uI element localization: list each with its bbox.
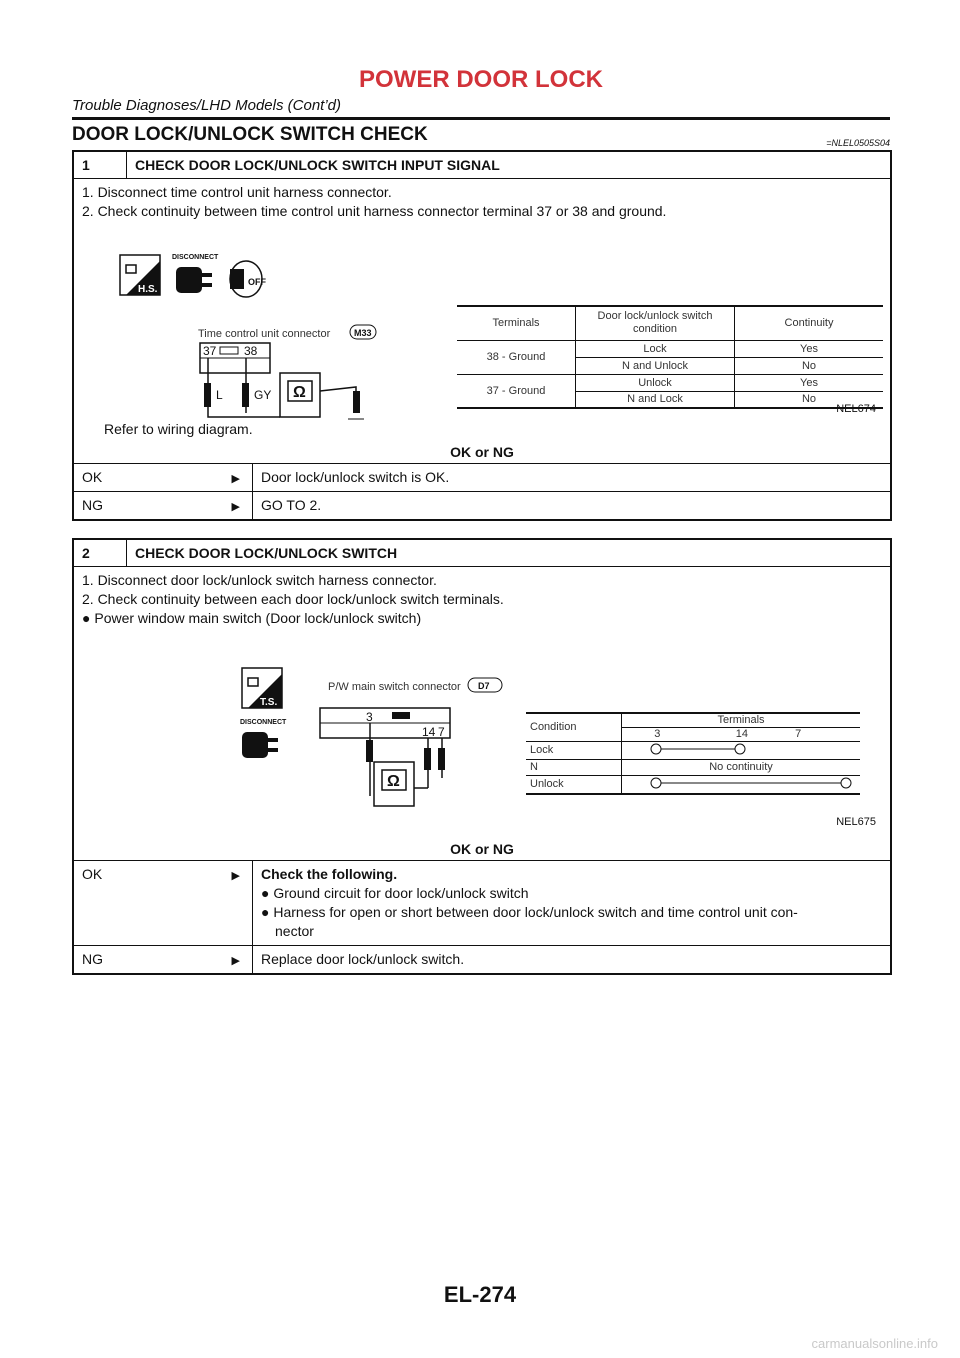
pin-38: 38 [244,344,258,358]
table2-header-terminals: Terminals [622,713,861,727]
step-2-line-2: 2. Check continuity between each door lock/unlock switch terminals. [82,591,504,607]
table1-condition: N and Unlock [576,357,735,374]
ohm-symbol: Ω [387,773,400,790]
continuity-line-unlock [626,776,856,790]
table1-row [457,340,883,357]
result-action-ng: GO TO 2. [252,492,890,519]
table1-terminal-37: 37 - Ground [486,384,546,397]
wiring-diagram-note: Refer to wiring diagram. [104,421,253,437]
result-action-ng: Replace door lock/unlock switch. [252,946,890,973]
table2-col-14: 14 [735,728,748,740]
result-label-ok: OK [82,469,103,485]
table2-header-condition: Condition [526,713,622,741]
step-1-title: CHECK DOOR LOCK/UNLOCK SWITCH INPUT SIGNAL [135,157,500,173]
step-1-result-ng [74,491,890,519]
bullet-icon: ● [82,610,91,626]
table2-row-label: N [530,761,538,773]
step-1-header [74,152,890,179]
check-item: ● Ground circuit for door lock/unlock switch [261,885,529,901]
disconnect-icon [172,254,219,293]
table1-condition: N and Lock [576,391,735,408]
check-item-continued: nector [275,923,314,939]
wire-l: L [216,388,223,402]
wire-gy: GY [254,388,272,402]
step-2-number: 2 [74,540,127,566]
result-label-ok: OK [82,866,103,882]
bullet-icon: ● [261,885,270,901]
step-2-box [72,538,892,975]
disconnect-label-1: DISCONNECT [172,254,219,261]
disconnect-icon [240,719,287,758]
continuity-table-2 [526,712,860,795]
step-1-number: 1 [74,152,127,178]
step-2-title: CHECK DOOR LOCK/UNLOCK SWITCH [135,545,398,561]
header-rule [72,117,890,120]
table2-row-label: Lock [530,744,554,756]
ts-label: T.S. [260,697,278,708]
step-1-box [72,150,892,521]
step-2-result-ok [74,860,890,945]
step-1-result-ok [74,463,890,491]
table2-row-lock [526,741,860,759]
step-2-ok-or-ng: OK or NG [450,841,514,857]
arrow-right-icon: ▶ [231,870,240,882]
step-1-instructions [74,179,890,221]
table1-row [457,374,883,391]
table2-col-3: 3 [622,727,693,741]
ignition-key-icon [230,261,266,297]
arrow-right-icon: ▶ [231,501,240,513]
arrow-right-icon: ▶ [231,473,240,485]
tcu-connector-label: Time control unit connector [198,328,331,340]
hs-label: H.S. [138,284,158,295]
watermark: carmanualsonline.info [811,1336,938,1351]
table1-condition: Lock [576,340,735,357]
step-1-ok-or-ng: OK or NG [450,444,514,460]
step-2-instructions [74,567,890,628]
table1-terminal-38: 38 - Ground [457,340,576,374]
pin-3: 3 [366,710,373,724]
figure-code-nel675: NEL675 [836,816,876,828]
section-ref: =NLEL0505S04 [826,138,890,148]
pin-37: 37 [203,344,217,358]
table1-header-terminals: Terminals [492,317,540,330]
ohm-symbol: Ω [293,384,306,401]
table1-continuity: Yes [800,342,818,355]
step-2-header [74,540,890,567]
table1-header-continuity: Continuity [784,317,834,330]
table1-condition: Unlock [576,374,735,391]
continuity-line-lock [626,742,856,756]
figure-nel674 [82,221,882,421]
step-1-line-2: 2. Check continuity between time control unit harness connector terminal 37 or 38 and ground. [82,203,667,219]
figure-code-nel674: NEL674 [836,403,876,415]
table2-row-n [526,759,860,775]
off-label: OFF [248,277,266,287]
table1-continuity: No [801,359,817,372]
result-label-ng: NG [82,951,103,967]
ts-icon [242,668,282,708]
figure-nel675 [82,628,882,832]
page-header [72,66,890,116]
step-2-bullet: ● Power window main switch (Door lock/unlock switch) [82,610,422,626]
continuity-3-14 [622,741,861,759]
table2-row-unlock [526,775,860,794]
table2-no-continuity: No continuity [622,759,861,775]
disconnect-label-2: DISCONNECT [240,719,287,726]
table2-col-7: 7 [795,728,802,740]
table1-continuity: Yes [800,376,818,389]
bullet-icon: ● [261,904,270,920]
page-subtitle: Trouble Diagnoses/LHD Models (Cont’d) [72,97,342,114]
page-number: EL-274 [443,1282,517,1307]
table1-continuity: No [801,393,817,406]
tcu-connector-code: M33 [354,328,372,338]
continuity-3-7 [622,775,861,794]
arrow-right-icon: ▶ [231,955,240,967]
pin-14: 14 [422,725,436,739]
step-2-result-ng [74,945,890,973]
hs-icon [120,255,160,295]
ohmmeter-icon [374,762,414,806]
ohmmeter-icon [280,373,320,417]
table1-header-condition: Door lock/unlock switch condition [576,306,735,340]
continuity-table-1 [457,305,883,409]
pw-connector-label: P/W main switch connector [328,681,461,693]
page-title: POWER DOOR LOCK [359,66,603,93]
result-action-ok [252,861,890,945]
section-title: DOOR LOCK/UNLOCK SWITCH CHECK [72,124,428,145]
step-2-line-1: 1. Disconnect door lock/unlock switch harness connector. [82,572,437,588]
check-item: ● Harness for open or short between door lock/unlock switch and time control unit con- [261,904,798,920]
result-label-ng: NG [82,497,103,513]
table2-row-label: Unlock [530,778,564,790]
pw-connector-code: D7 [478,681,490,691]
pin-7: 7 [438,725,445,739]
check-following: Check the following. [261,866,398,882]
step-1-line-1: 1. Disconnect time control unit harness connector. [82,184,392,200]
result-action-ok: Door lock/unlock switch is OK. [252,464,890,491]
